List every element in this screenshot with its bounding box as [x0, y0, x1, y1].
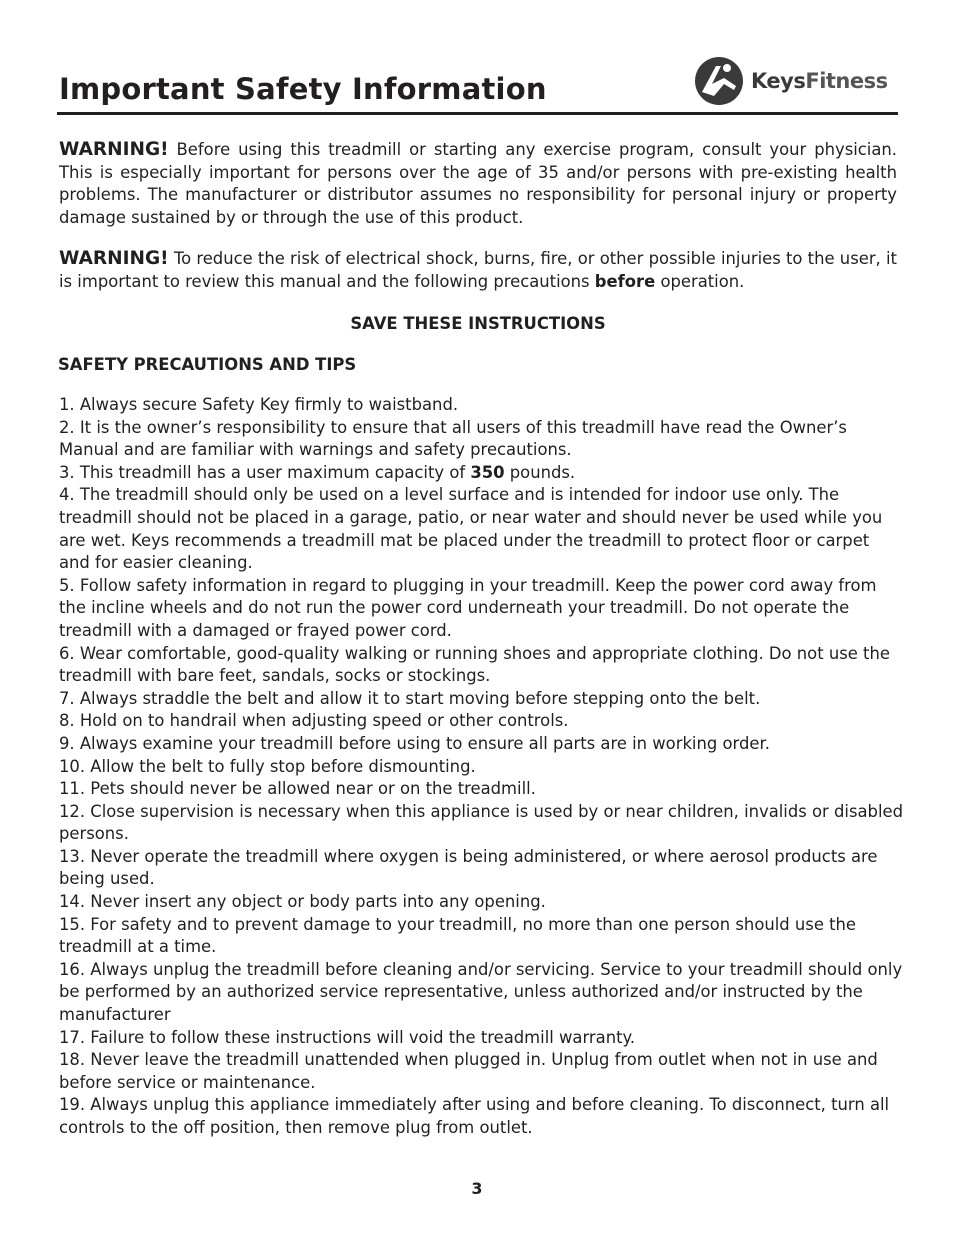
list-item: 5. Follow safety information in regard to plugging in your treadmill. Keep the power cord away from the incline wheels and do not run the power cord underneath your treadmill. Do not operate the treadmill with a damaged or frayed power cord. — [59, 575, 877, 640]
brand-wordmark — [751, 69, 888, 93]
section-heading: SAFETY PRECAUTIONS AND TIPS — [58, 355, 357, 374]
list-item: 13. Never operate the treadmill where oxygen is being administered, or where aerosol products are being used. — [59, 846, 878, 889]
brand-logo — [694, 54, 898, 108]
keys-fitness-runner-logo-icon — [694, 56, 744, 106]
warning-text-bold: before — [594, 271, 656, 291]
list-item-text: pounds. — [504, 462, 576, 482]
warning-paragraph-2 — [59, 248, 897, 293]
list-item — [59, 462, 904, 485]
warning-text: Before using this treadmill or starting any exercise program, consult your physician. This is especially important for persons over the age of 35 and/or persons with pre-existing health problems. The manufacturer or distributor assumes no responsibility for personal injury or property damage sustained by or through the use of this product. — [59, 140, 897, 227]
list-item: 8. Hold on to handrail when adjusting speed or other controls. — [59, 711, 569, 731]
list-item-text: 3. This treadmill has a user maximum capacity of — [59, 462, 471, 482]
list-item: 7. Always straddle the belt and allow it to start moving before stepping onto the belt. — [59, 688, 761, 708]
list-item: 18. Never leave the treadmill unattended when plugged in. Unplug from outlet when not in use and before service or maintenance. — [59, 1050, 878, 1092]
list-item: 9. Always examine your treadmill before using to ensure all parts are in working order. — [59, 733, 770, 753]
list-item: 15. For safety and to prevent damage to your treadmill, no more than one person should use the treadmill at a time. — [59, 914, 857, 957]
brand-wordmark-keys: Keys — [751, 69, 806, 93]
list-item: 10. Allow the belt to fully stop before dismounting. — [59, 756, 476, 776]
save-instructions: SAVE THESE INSTRUCTIONS — [350, 314, 606, 333]
list-item: 11. Pets should never be allowed near or on the treadmill. — [59, 779, 536, 799]
brand-wordmark-fitness: Fitness — [805, 69, 888, 93]
title-rule — [57, 112, 898, 115]
list-item: 16. Always unplug the treadmill before cleaning and/or servicing. Service to your treadmill should only be performed by an authorized service representative, unless authorized and/or instructed by the manufacturer — [59, 959, 903, 1025]
page-number: 3 — [471, 1179, 483, 1198]
warning-paragraph-1 — [59, 139, 897, 229]
page-title: Important Safety Information — [59, 72, 547, 106]
list-item: 4. The treadmill should only be used on a level surface and is intended for indoor use only. The treadmill should not be placed in a garage, patio, or near water and should never be used while you are wet. Keys recommends a treadmill mat be placed under the treadmill to protect floor or carpet and for easier cleaning. — [59, 485, 883, 573]
list-item: 6. Wear comfortable, good-quality walking or running shoes and appropriate clothing. Do not use the treadmill with bare feet, sandals, socks or stockings. — [59, 643, 890, 686]
list-item: 12. Close supervision is necessary when this appliance is used by or near children, invalids or disabled persons. — [59, 801, 903, 844]
list-item: 2. It is the owner’s responsibility to ensure that all users of this treadmill have read the Owner’s Manual and are familiar with warnings and safety precautions. — [59, 417, 847, 460]
warning-label: WARNING! — [59, 248, 169, 269]
list-item: 1. Always secure Safety Key firmly to waistband. — [59, 395, 459, 414]
warning-text-before: To reduce the risk of electrical shock, burns, fire, or other possible injuries to the user, it is important to review this manual and the following precautions — [59, 249, 897, 291]
warning-text-after: operation. — [655, 271, 745, 291]
safety-list — [59, 394, 904, 1140]
list-item: 17. Failure to follow these instructions will void the treadmill warranty. — [59, 1027, 636, 1047]
list-item: 14. Never insert any object or body parts into any opening. — [59, 892, 546, 912]
list-item: 19. Always unplug this appliance immediately after using and before cleaning. To disconnect, turn all controls to the off position, then remove plug from outlet. — [59, 1095, 890, 1137]
warning-label: WARNING! — [59, 139, 169, 160]
capacity-value: 350 — [470, 462, 505, 482]
